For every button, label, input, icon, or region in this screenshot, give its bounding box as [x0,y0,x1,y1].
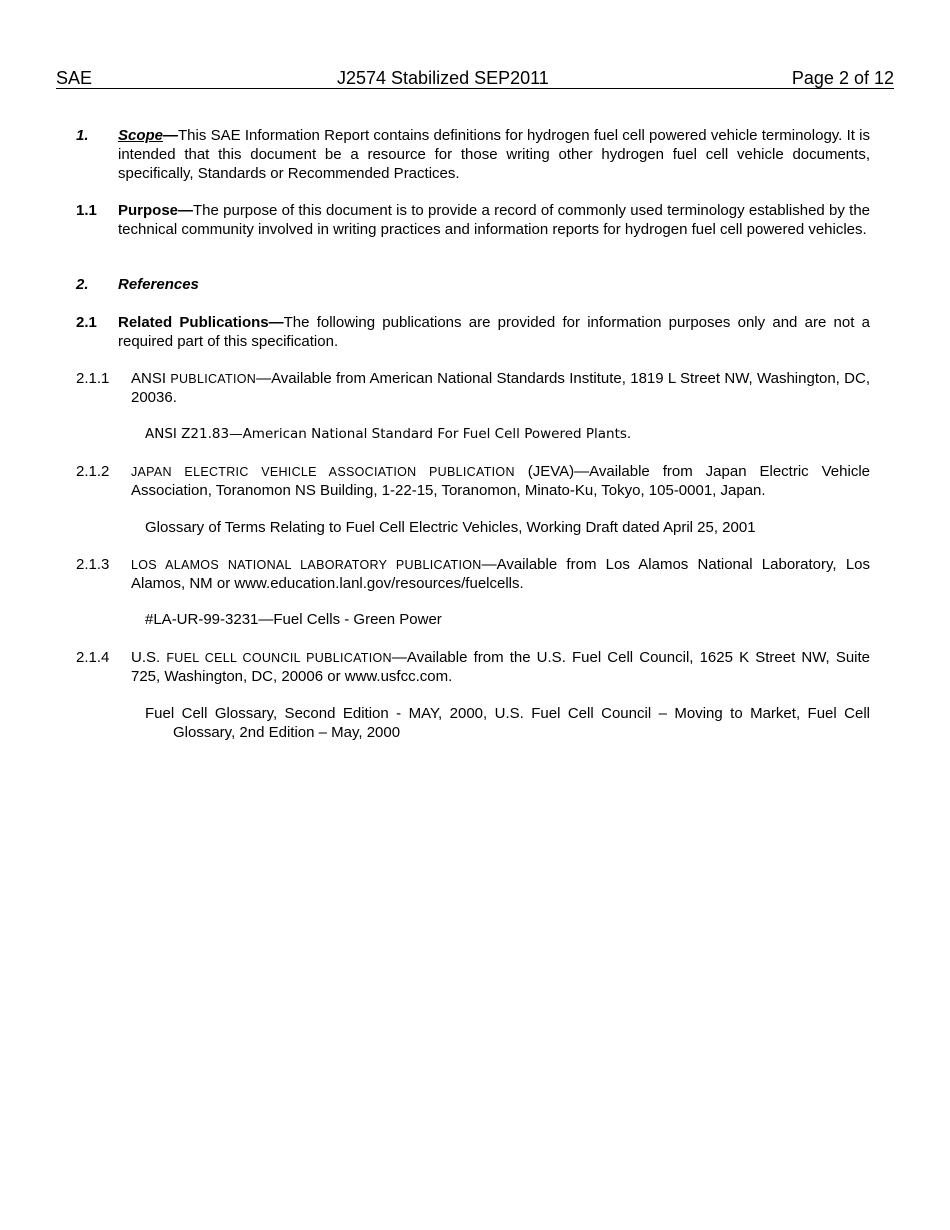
section-1-1-purpose [118,202,870,240]
reference-usfcc-glossary: Fuel Cell Glossary, Second Edition - MAY, 2000, U.S. Fuel Cell Council – Moving to Market, Fuel Cell Glossary, 2nd Edition – May, 2000 [145,705,870,741]
section-2-1-text: The following publications are provided for information purposes only and are not a required part of this specification. [118,314,870,350]
section-2-1-3-line-1 [131,556,870,575]
section-2-1-2-line-1 [131,463,870,482]
section-2-1-4-org: FUEL CELL COUNCIL PUBLICATION [166,651,392,665]
section-1-title: Scope [118,127,164,144]
section-2-1-1-pub: PUBLICATION [170,372,257,386]
section-2-1-2-org: JAPAN ELECTRIC VEHICLE ASSOCIATION PUBLICATION [131,465,515,479]
section-2-1-4-number: 2.1.4 [76,649,110,666]
section-2-1-4-text: —Available from the U.S. Fuel Cell Council, 1625 K Street NW, Suite 725, Washington, DC, 20006 or www.usfcc.com. [131,649,871,685]
section-2-1-4-prefix: U.S. [131,649,161,666]
section-2-number: 2. [76,276,89,293]
section-2-title: References [118,276,199,293]
section-1-1-number: 1.1 [76,202,97,219]
header-org: SAE [56,68,93,88]
section-1-scope [118,127,870,183]
section-2-1-1-ansi [131,370,870,408]
section-2-1-1-org: ANSI [131,370,167,387]
section-1-number: 1. [76,127,89,144]
reference-la-ur-99-3231: #LA-UR-99-3231—Fuel Cells - Green Power [145,611,442,628]
reference-ansi-z21-83: ANSI Z21.83—American National Standard For Fuel Cell Powered Plants. [145,426,632,442]
reference-jeva-glossary: Glossary of Terms Relating to Fuel Cell Electric Vehicles, Working Draft dated April 25, 2001 [145,519,756,536]
section-2-1-2-number: 2.1.2 [76,463,110,480]
section-2-1-2-line1-tail: (JEVA)—Available from Japan Electric Vehicle [527,463,870,480]
section-2-1-1-text: —Available from American National Standards Institute, 1819 L Street NW, Washington, DC, 20036. [131,370,870,406]
section-2-1-3-org: LOS ALAMOS NATIONAL LABORATORY PUBLICATION [131,558,482,572]
section-1-dash: — [163,127,179,144]
section-2-1-3-line1-tail: —Available from Los Alamos National Laboratory, Los [481,556,870,573]
section-1-1-text: The purpose of this document is to provide a record of commonly used terminology established by the technical community involved in writing practices and information reports for hydrogen fuel cell powered vehicles. [118,202,870,238]
section-2-1-related-publications [118,314,870,352]
section-1-text: This SAE Information Report contains definitions for hydrogen fuel cell powered vehicle terminology. It is intended that this document be a resource for those writing other hydrogen fuel cell vehicle documents, specifically, Standards or Recommended Practices. [118,127,870,182]
section-2-1-title: Related Publications— [118,314,284,331]
page-header [56,68,894,89]
header-page-number: Page 2 of 12 [791,68,894,88]
header-document-id: J2574 Stabilized SEP2011 [337,68,549,88]
section-2-1-number: 2.1 [76,314,97,331]
section-2-1-4-usfcc [131,649,870,687]
section-2-1-3-line-2: Alamos, NM or www.education.lanl.gov/resources/fuelcells. [131,574,524,592]
section-2-1-2-line-2: Association, Toranomon NS Building, 1-22-15, Toranomon, Minato-Ku, Tokyo, 105-0001, Japan. [131,481,766,499]
section-1-1-title: Purpose— [118,202,194,219]
section-2-1-3-number: 2.1.3 [76,556,110,573]
section-2-1-1-number: 2.1.1 [76,370,110,387]
